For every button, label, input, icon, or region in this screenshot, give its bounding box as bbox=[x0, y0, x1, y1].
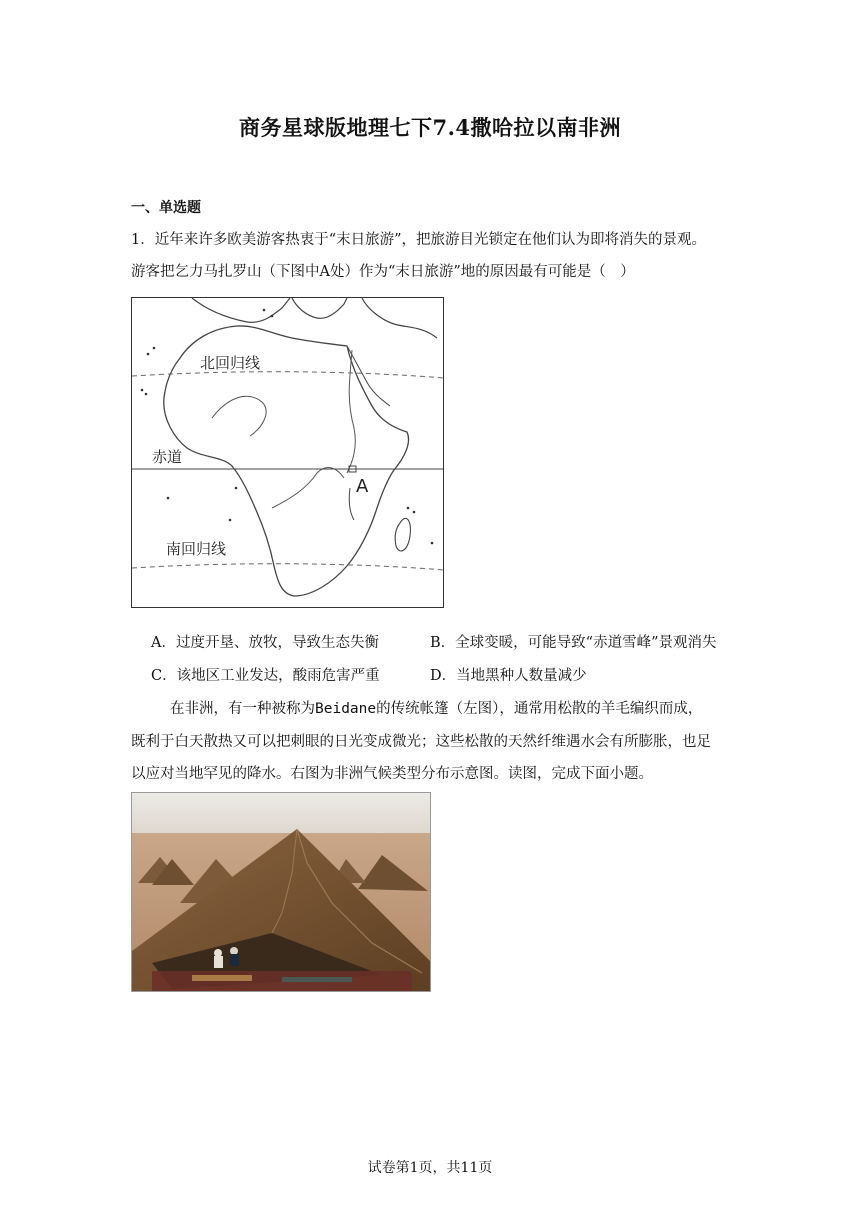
option-b[interactable]: B．全球变暖，可能导致“赤道雪峰”景观消失 bbox=[430, 635, 717, 651]
tropic-cancer-label: 北回归线 bbox=[200, 354, 261, 372]
question-1-line-2: 游客把乞力马扎罗山（下图中A处）作为“末日旅游”地的原因最有可能是（ ） bbox=[131, 264, 635, 280]
island-dot bbox=[407, 507, 410, 510]
island-dot bbox=[229, 519, 232, 522]
island-dot bbox=[235, 487, 238, 490]
island-dot bbox=[271, 315, 274, 318]
tropic-capricorn-line bbox=[132, 564, 444, 570]
option-c[interactable]: C．该地区工业发达，酸雨危害严重 bbox=[151, 668, 380, 684]
madagascar bbox=[395, 518, 410, 551]
rug-pattern bbox=[192, 975, 252, 981]
island-dot bbox=[263, 309, 266, 312]
africa-map-svg bbox=[132, 298, 444, 608]
congo-river bbox=[272, 468, 344, 508]
island-dot bbox=[413, 511, 416, 514]
lake-malawi bbox=[349, 488, 354, 520]
tropic-cancer-line bbox=[132, 372, 444, 378]
island-dot bbox=[167, 497, 170, 500]
section-heading: 一、单选题 bbox=[131, 200, 201, 216]
europe-coast bbox=[192, 298, 290, 322]
option-a[interactable]: A．过度开垦、放牧，导致生态失衡 bbox=[151, 635, 379, 651]
page-footer: 试卷第1页，共11页 bbox=[367, 1160, 493, 1176]
tent-photo-svg bbox=[132, 793, 431, 992]
passage-line-2: 既利于白天散热又可以把刺眼的日光变成微光；这些松散的天然纤维遇水会有所膨胀，也足 bbox=[131, 734, 711, 750]
africa-map bbox=[131, 297, 444, 608]
island-dot bbox=[141, 389, 144, 392]
red-sea bbox=[347, 346, 390, 406]
italy-coast bbox=[292, 298, 347, 318]
person-2 bbox=[230, 947, 238, 955]
equator-label: 赤道 bbox=[152, 448, 183, 466]
passage-line-3: 以应对当地罕见的降水。右图为非洲气候类型分布示意图。读图，完成下面小题。 bbox=[131, 766, 653, 782]
island-dot bbox=[145, 393, 148, 396]
question-1-line-1: 1．近年来许多欧美游客热衷于“末日旅游”，把旅游目光锁定在他们认为即将消失的景观。 bbox=[131, 232, 707, 248]
person-1-body bbox=[214, 956, 223, 968]
sky bbox=[132, 793, 431, 837]
tent-photo bbox=[131, 792, 431, 992]
island-dot bbox=[431, 542, 434, 545]
point-a-label: A bbox=[356, 476, 369, 497]
island-dot bbox=[147, 353, 150, 356]
rug-pattern-2 bbox=[282, 977, 352, 982]
asia-coast bbox=[362, 298, 437, 338]
document-title: 商务星球版地理七下7.4撒哈拉以南非洲 bbox=[238, 115, 622, 140]
option-d[interactable]: D．当地黑种人数量减少 bbox=[430, 668, 587, 684]
island-dot bbox=[153, 347, 156, 350]
tropic-capricorn-label: 南回归线 bbox=[166, 540, 227, 558]
person-2-body bbox=[230, 954, 239, 966]
niger-river bbox=[212, 396, 266, 436]
passage-line-1: 在非洲，有一种被称为Beidane的传统帐篷（左图），通常用松散的羊毛编织而成， bbox=[170, 701, 703, 717]
person-1 bbox=[214, 949, 222, 957]
